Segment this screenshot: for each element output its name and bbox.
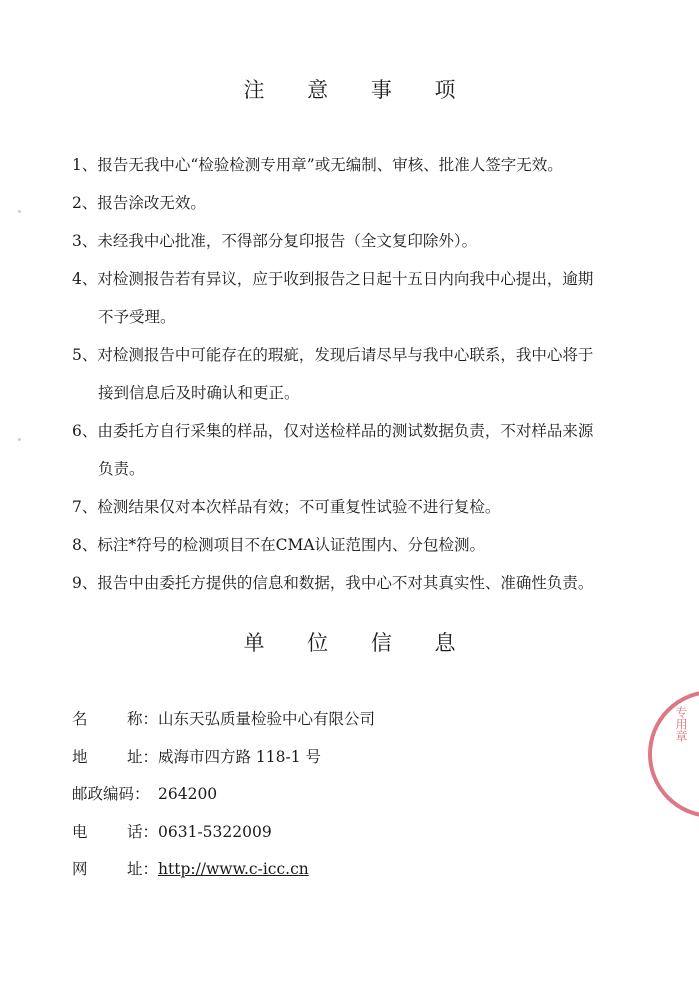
note-continuation: 负责。 (98, 460, 145, 478)
note-item-3 (72, 222, 642, 260)
note-item-6 (72, 412, 642, 488)
note-text: 检测结果仅对本次样品有效；不可重复性试验不进行复检。 (97, 498, 501, 516)
seal-text: 专用章 (674, 706, 688, 742)
note-number: 7、 (72, 498, 98, 516)
info-label-website: 网 址： (72, 860, 159, 878)
notes-list (72, 146, 642, 602)
note-text: 报告无我中心“检验检测专用章”或无编制、审核、批准人签字无效。 (97, 156, 563, 174)
info-row-website (72, 851, 632, 889)
note-number: 5、 (72, 346, 98, 364)
note-number: 8、 (72, 536, 98, 554)
info-label-address: 地 址： (72, 747, 159, 766)
unit-info (72, 701, 632, 889)
notes-title: 注 意 事 项 (243, 78, 474, 102)
company-address: 威海市四方路 118-1 号 (158, 747, 322, 766)
note-item-7 (72, 488, 642, 526)
note-number: 4、 (72, 270, 98, 288)
unit-info-title: 单 位 信 息 (243, 631, 474, 655)
company-website-link[interactable]: http://www.c-icc.cn (158, 860, 309, 878)
note-continuation: 不予受理。 (98, 308, 176, 326)
company-name: 山东天弘质量检验中心有限公司 (158, 710, 376, 728)
note-continuation: 接到信息后及时确认和更正。 (98, 384, 300, 402)
note-item-2 (72, 184, 642, 222)
scan-speck (18, 210, 21, 213)
note-item-8 (72, 526, 642, 564)
note-text: 未经我中心批准，不得部分复印报告（全文复印除外）。 (97, 232, 478, 250)
note-item-1 (72, 146, 642, 184)
info-label-postcode: 邮政编码： (72, 785, 150, 803)
note-text: 报告涂改无效。 (97, 194, 206, 212)
note-number: 1、 (72, 156, 98, 174)
info-label-phone: 电 话： (72, 822, 159, 841)
note-text: 标注*符号的检测项目不在CMA认证范围内、分包检测。 (97, 536, 486, 554)
company-postcode: 264200 (158, 785, 218, 803)
info-row-address (72, 739, 632, 777)
note-item-9 (72, 564, 642, 602)
note-text: 报告中由委托方提供的信息和数据，我中心不对其真实性、准确性负责。 (97, 574, 594, 592)
note-number: 6、 (72, 422, 98, 440)
info-label-name: 名 称： (72, 710, 159, 728)
company-phone: 0631-5322009 (158, 822, 272, 841)
note-item-5 (72, 336, 642, 412)
info-row-postcode (72, 776, 632, 814)
scan-speck (18, 438, 21, 441)
note-text: 由委托方自行采集的样品，仅对送检样品的测试数据负责，不对样品来源 (97, 422, 594, 440)
info-row-phone (72, 814, 632, 852)
note-item-4 (72, 260, 642, 336)
note-number: 2、 (72, 194, 98, 212)
note-text: 对检测报告中可能存在的瑕疵，发现后请尽早与我中心联系，我中心将于 (97, 346, 594, 364)
note-number: 9、 (72, 574, 98, 592)
note-text: 对检测报告若有异议，应于收到报告之日起十五日内向我中心提出，逾期 (97, 270, 594, 288)
note-number: 3、 (72, 232, 98, 250)
info-row-name (72, 701, 632, 739)
